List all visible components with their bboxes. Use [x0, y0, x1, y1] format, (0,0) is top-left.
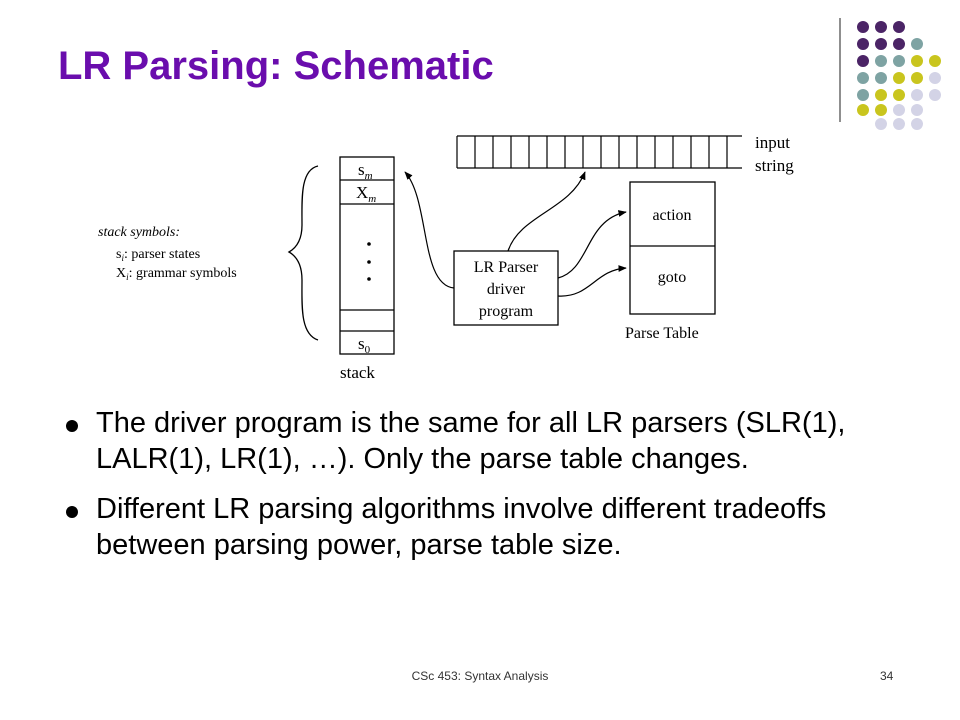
bullet-list: [60, 405, 920, 577]
driver-line2: driver: [486, 281, 526, 298]
bullet-dot: [66, 420, 78, 432]
stack-brace: [289, 166, 318, 340]
stack-cell-xm: $X_m$: [356, 183, 377, 205]
table-action-label: action: [652, 207, 692, 224]
slide-footer: CSc 453: Syntax Analysis: [411, 669, 549, 683]
arrow-driver-to-action: [558, 212, 626, 278]
bullet-item: [60, 405, 920, 477]
parse-table: [630, 182, 715, 314]
bullet-text: Different LR parsing algorithms involve different tradeoffs between parsing power, parse table size.: [96, 493, 827, 561]
arrow-driver-to-goto: [558, 268, 626, 296]
input-tape: [457, 136, 742, 168]
stack-symbols-heading: stack symbols:: [98, 225, 181, 240]
page-number: 34: [880, 669, 894, 683]
arrow-driver-to-stack: [405, 172, 454, 288]
table-goto-label: goto: [657, 269, 687, 286]
stack-symbol-state: $s_i$: parser states: [116, 247, 201, 263]
parse-table-label: Parse Table: [625, 325, 699, 342]
input-label-line2: string: [755, 156, 794, 175]
bullet-item: [60, 491, 920, 563]
stack-cell-sm: $s_m$: [358, 160, 373, 182]
bullet-text: The driver program is the same for all LR parsers (SLR(1), LALR(1), LR(1), …). Only the parse table changes.: [96, 407, 846, 475]
driver-line3: program: [478, 303, 534, 320]
bullet-dot: [66, 506, 78, 518]
driver-line1: LR Parser: [473, 259, 539, 276]
stack-symbol-grammar: $X_i$: grammar symbols: [116, 266, 237, 282]
stack-label: stack: [340, 363, 375, 382]
stack-ellipsis: [367, 242, 371, 281]
arrow-driver-to-input: [508, 172, 585, 251]
stack-cell-s0: $s_0$: [358, 334, 371, 356]
slide-title: LR Parsing: Schematic: [58, 44, 494, 88]
input-label-line1: input: [755, 133, 790, 152]
